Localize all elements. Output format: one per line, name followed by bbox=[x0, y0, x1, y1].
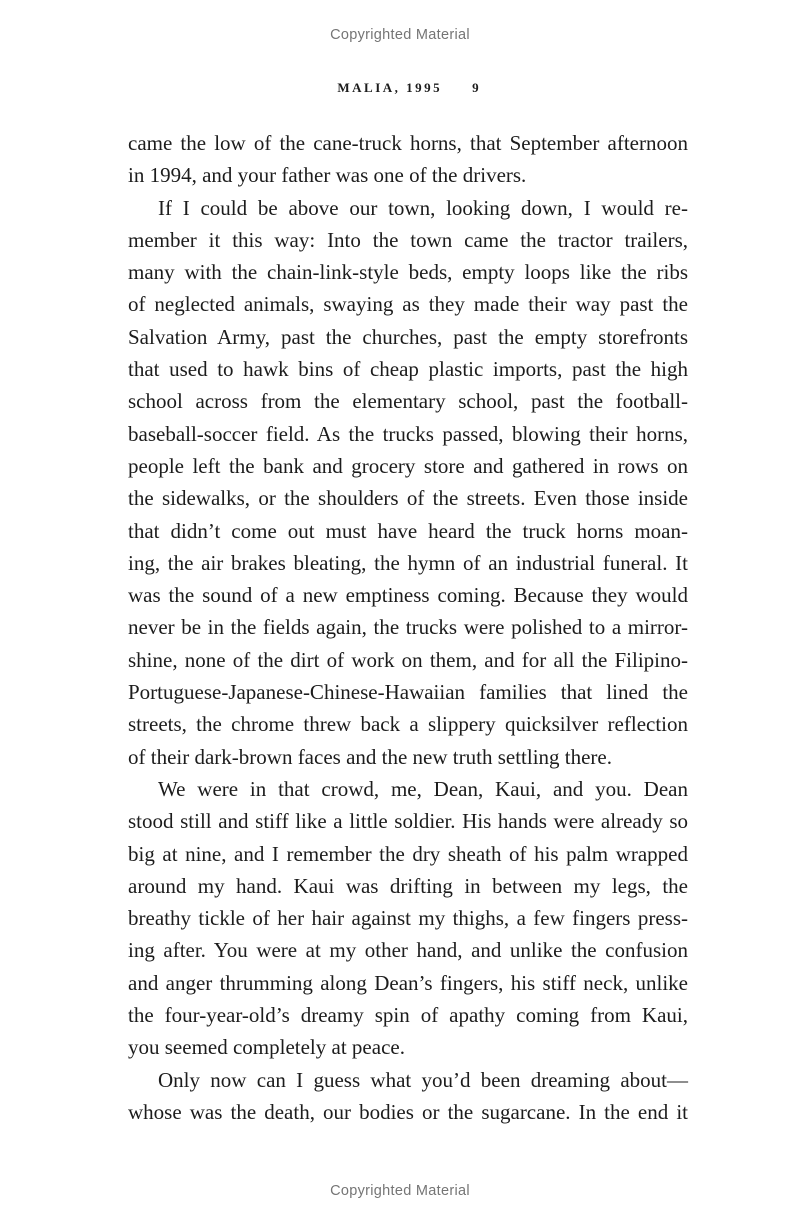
text-line: the sidewalks, or the shoulders of the streets. Even those inside bbox=[128, 486, 688, 511]
text-line: never be in the fields again, the trucks were polished to a mirror- bbox=[128, 615, 688, 640]
body-text bbox=[128, 127, 688, 1128]
text-line: you seemed completely at peace. bbox=[128, 1035, 405, 1060]
text-line: people left the bank and grocery store and gathered in rows on bbox=[128, 453, 688, 478]
text-line: that didn’t come out must have heard the truck horns moan- bbox=[128, 518, 688, 543]
text-line: stood still and stiff like a little soldier. His hands were already so bbox=[128, 809, 688, 834]
text-line: shine, none of the dirt of work on them, and for all the Filipino- bbox=[128, 647, 688, 672]
text-line: streets, the chrome threw back a slippery quicksilver reflection bbox=[128, 712, 688, 737]
text-line: that used to hawk bins of cheap plastic imports, past the high bbox=[128, 357, 688, 382]
text-line: whose was the death, our bodies or the sugarcane. In the end it bbox=[128, 1099, 688, 1124]
text-line: came the low of the cane-truck horns, that September afternoon bbox=[128, 131, 688, 155]
text-line: and anger thrumming along Dean’s fingers, his stiff neck, unlike bbox=[128, 970, 688, 995]
text-line: of their dark-brown faces and the new truth settling there. bbox=[128, 744, 612, 769]
text-line: of neglected animals, swaying as they made their way past the bbox=[128, 292, 688, 317]
chapter-title: MALIA, 1995 bbox=[337, 80, 443, 95]
running-header bbox=[128, 80, 688, 96]
text-line: Only now can I guess what you’d been dreaming about— bbox=[158, 1067, 688, 1092]
text-line: around my hand. Kaui was drifting in between my legs, the bbox=[128, 873, 688, 898]
page-number: 9 bbox=[472, 80, 479, 95]
text-line: breathy tickle of her hair against my thighs, a few fingers press- bbox=[128, 906, 688, 931]
text-line: in 1994, and your father was one of the drivers. bbox=[128, 163, 527, 188]
copyright-notice-top: Copyrighted Material bbox=[330, 27, 470, 43]
text-line: Portuguese-Japanese-Chinese-Hawaiian families that lined the bbox=[128, 680, 688, 705]
copyright-notice-bottom: Copyrighted Material bbox=[330, 1183, 470, 1199]
text-line: ing, the air brakes bleating, the hymn of an industrial funeral. It bbox=[128, 550, 688, 575]
text-line: the four-year-old’s dreamy spin of apathy coming from Kaui, bbox=[128, 1003, 688, 1028]
text-line: was the sound of a new emptiness coming. Because they would bbox=[128, 583, 688, 608]
text-line: big at nine, and I remember the dry sheath of his palm wrapped bbox=[128, 841, 688, 866]
text-line: ing after. You were at my other hand, and unlike the confusion bbox=[128, 938, 688, 963]
text-line: member it this way: Into the town came the tractor trailers, bbox=[128, 227, 688, 252]
text-line: school across from the elementary school, past the football- bbox=[128, 389, 688, 414]
text-line: Salvation Army, past the churches, past the empty storefronts bbox=[128, 324, 688, 349]
text-line: We were in that crowd, me, Dean, Kaui, and you. Dean bbox=[158, 776, 688, 801]
text-line: many with the chain-link-style beds, empty loops like the ribs bbox=[128, 260, 688, 285]
text-line: baseball-soccer field. As the trucks passed, blowing their horns, bbox=[128, 421, 688, 446]
text-line: If I could be above our town, looking down, I would re- bbox=[158, 195, 688, 220]
